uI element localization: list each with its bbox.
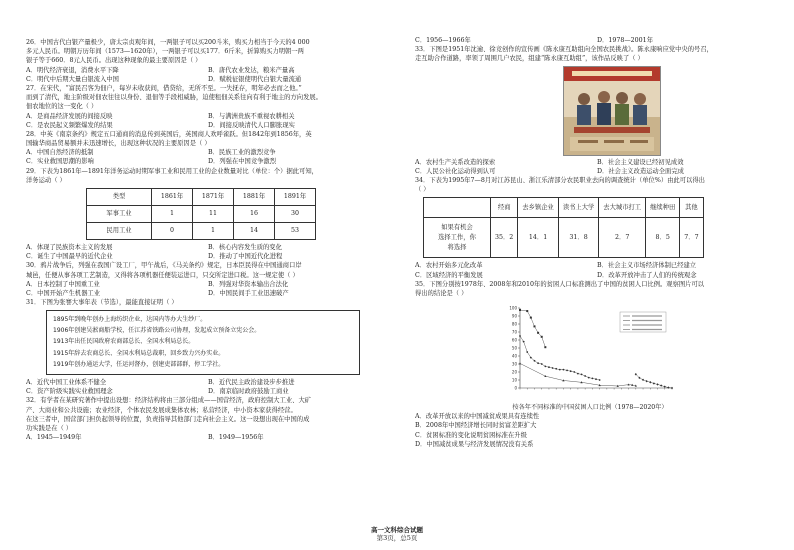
- question-32: [26, 396, 376, 442]
- data-point: [526, 310, 528, 312]
- q29-option-d[interactable]: D．推动了中国近代化进程: [208, 253, 283, 261]
- q32-options: [26, 433, 376, 442]
- data-point: [544, 346, 546, 348]
- y-tick-label: 50: [511, 345, 517, 351]
- q27-option-b[interactable]: B．与满洲贵族不重视农耕相关: [208, 112, 295, 120]
- data-point: [530, 317, 532, 319]
- q27-option-d[interactable]: D．间接反映清代人口膨胀现实: [208, 121, 295, 129]
- q32-option-a[interactable]: A．1945—1949年: [26, 434, 82, 442]
- q35-options: [415, 412, 765, 449]
- q33-stem-2: 走互助合作道路，率领了周围几户农民，组建“陈永康互助组”，该作品反映了（ ）: [415, 55, 644, 63]
- data-point: [548, 366, 550, 368]
- table-cell: 11: [193, 206, 234, 223]
- q33-options: [415, 158, 765, 176]
- q35-option-b[interactable]: B．2008年中国经济增长同时贫富差距扩大: [415, 422, 537, 430]
- data-point: [519, 335, 521, 337]
- q26-options: [26, 66, 376, 84]
- question-33: [415, 45, 765, 176]
- question-30: [26, 261, 376, 298]
- data-point: [588, 377, 590, 379]
- y-tick-label: 60: [511, 337, 517, 343]
- data-point: [534, 360, 536, 362]
- table-header-cell: 1891年: [275, 189, 316, 206]
- q34-options: [415, 261, 765, 279]
- table-header-row: [87, 189, 316, 206]
- data-point: [646, 380, 648, 382]
- propaganda-poster-image: [563, 66, 661, 156]
- q34-option-c[interactable]: C．区域经济的平衡发展: [415, 271, 483, 279]
- data-point: [563, 369, 565, 371]
- data-point: [537, 362, 539, 364]
- table-row-label: [424, 218, 491, 258]
- data-point: [584, 375, 586, 377]
- data-point: [664, 386, 666, 388]
- q35-stem-1: 35．下图分别按1978年、2008年和2010年的贫困人口标准测出了中国的贫困人口比例。观察图片可以: [415, 280, 705, 288]
- q30-stem-1: 30．鸦片战争后，列强在我国广设工厂，甲午战后，《马关条约》规定，日本臣民得在中国通商口岸: [26, 262, 302, 270]
- data-point: [653, 382, 655, 384]
- poverty-chart-svg: [500, 300, 680, 400]
- data-point: [537, 332, 539, 334]
- question-26: [26, 38, 376, 84]
- footer-page-number: 第3页，总5页: [376, 533, 418, 542]
- q33-stem-1: 33．下图是1951年沈逾、徐竞创作的宣传画《陈永康互助组向全国农民挑战》。陈永康响应党中央的号召，: [415, 46, 713, 54]
- table-header-cell: 其他: [680, 198, 703, 218]
- q31-option-c[interactable]: C．资产阶级实践实业救国理念: [26, 388, 113, 396]
- table-cell: 0: [152, 223, 193, 240]
- table-cell: 14．1: [518, 218, 558, 258]
- q26-option-b[interactable]: B．唐代农业发达，粮米产量高: [208, 66, 295, 74]
- data-point: [530, 357, 532, 359]
- question-35: [415, 280, 765, 449]
- q29-table: [86, 188, 316, 240]
- q28-option-a[interactable]: A．中国自然经济的抵制: [26, 149, 94, 157]
- table-cell: 军事工业: [87, 206, 152, 223]
- q30-option-a[interactable]: A．日本控制了中国重工业: [26, 280, 100, 288]
- data-point: [642, 379, 644, 381]
- table-cell: 35．2: [491, 218, 518, 258]
- table-header-cell: 1871年: [193, 189, 234, 206]
- q26-option-d[interactable]: D．赋税征银使明代白银大量流通: [208, 75, 302, 83]
- series-line-3: [636, 374, 672, 388]
- data-point: [559, 369, 561, 371]
- q33-option-b[interactable]: B．社会主义建设已经初见成效: [597, 158, 684, 166]
- data-point: [519, 309, 521, 311]
- q34-stem-1: 34．下表为1995年7—8月对江苏昆山、浙江乐清部分农民职业去向的调查统计（单位%）由此可以得出: [415, 176, 705, 184]
- table-cell: 1: [152, 206, 193, 223]
- timeline-entry: 1919年创办通运大学，任运河督办，创建吏部部群，停工学社。: [53, 360, 225, 368]
- row-label-line: 选择工作，你: [438, 233, 476, 241]
- q28-option-c[interactable]: C．实业救国思潮的影响: [26, 158, 94, 166]
- q35-option-c[interactable]: C．贫困标准的变化说明贫困标准在升级: [415, 431, 527, 439]
- q34-option-a[interactable]: A．农村开始多元化改革: [415, 262, 483, 270]
- q31-option-a[interactable]: A．近代中国工业体系不健全: [26, 379, 107, 387]
- question-31: [26, 298, 376, 396]
- table-cell: 53: [275, 223, 316, 240]
- table-row: [87, 223, 316, 240]
- data-point: [519, 362, 521, 364]
- q32-stem-4: 功实践是在（ ）: [26, 425, 73, 432]
- q29-option-b[interactable]: B．核心内容发生质的变化: [208, 244, 282, 251]
- data-point: [533, 325, 535, 327]
- timeline-entry: 1913年出任民国政府农商部总长、全国水利局总长。: [53, 338, 195, 346]
- q30-option-b[interactable]: B．列强对华资本输出合法化: [208, 280, 289, 288]
- q33-option-a[interactable]: A．农村生产关系改造的探索: [415, 158, 496, 166]
- q29-option-c[interactable]: C．诞生了中国最早的近代企业: [26, 253, 113, 261]
- table-cell: 民用工业: [87, 223, 152, 240]
- poverty-chart: [500, 300, 765, 403]
- data-point: [544, 366, 546, 368]
- q30-option-d[interactable]: D．中国民间手工业迅速破产: [208, 289, 289, 297]
- data-point: [566, 370, 568, 372]
- table-cell: 1: [193, 223, 234, 240]
- poster-illustration: [564, 67, 660, 155]
- table-cell: 2．7: [599, 218, 646, 258]
- q35-option-a[interactable]: A．改革开放以来的中国减贫成果具有连续性: [415, 413, 540, 421]
- series-line-2: [520, 364, 636, 387]
- y-tick-label: 70: [511, 329, 517, 335]
- y-tick-label: 100: [509, 305, 517, 311]
- q26-option-c[interactable]: C．明代中后期大量白银流入中国: [26, 75, 119, 83]
- table-row: [87, 206, 316, 223]
- q26-stem-1: 26．中国古代白银产量极少，唐太宗贞观年间，一两银子可以买200斗米，购买力相当于今天的4 000: [26, 39, 310, 46]
- data-point: [523, 341, 525, 343]
- timeline-entry: 1915年辞去农商总长、全国水利局总裁职，回乡致力兴办实业。: [53, 349, 225, 357]
- q34-option-b[interactable]: B．社会主义市场经济体制已经建立: [597, 262, 697, 270]
- table-header-cell: 继续种田: [646, 198, 680, 218]
- table-header-cell: [424, 198, 491, 218]
- data-point: [573, 371, 575, 373]
- table-header-cell: 去乡镇企业: [518, 198, 558, 218]
- q26-stem-3: 银子等于660．8元人民币。出现这种现象的最主要原因是（ ）: [26, 57, 202, 65]
- q28-stem-2: 国输华商品贸易额并未迅速增长，出现这种状况的主要原因是（ ）: [26, 140, 211, 148]
- left-column: [26, 38, 376, 442]
- data-point: [656, 383, 658, 385]
- page-footer: [0, 527, 794, 543]
- timeline-entry: 1895年到晚年创办上海纺织企业，达国内等办大生纱厂。: [53, 315, 207, 323]
- q28-option-b[interactable]: B．民族工业的激烈竞争: [208, 149, 276, 157]
- question-34: [415, 176, 765, 280]
- table-header-cell: 1861年: [152, 189, 193, 206]
- timeline-entry: 1906年创建吴淞商船学校，任江苏省铁路公司协理，发起成立预备立宪公会。: [53, 327, 261, 335]
- data-point: [591, 378, 593, 380]
- q28-stem-1: 28．中英《南京条约》规定五口通商的消息传到英国后，英国商人欢呼雀跃。但1842年到1856年，英: [26, 130, 312, 138]
- q26-option-a[interactable]: A．明代经济衰退，消费水平下降: [26, 66, 119, 74]
- data-point: [526, 351, 528, 353]
- data-point: [595, 378, 597, 380]
- data-point: [581, 374, 583, 376]
- q31-option-b[interactable]: B．近代民主政治建设步步推进: [208, 379, 295, 387]
- table-cell: 31．8: [558, 218, 598, 258]
- table-header-cell: 1881年: [234, 189, 275, 206]
- q32-option-d[interactable]: D．1978—2001年: [597, 37, 653, 44]
- q29-stem-1: 29．下表为1861年—1891年洋务运动时期军事工业和民用工业的企业数量对比（单位：个）据此可知，: [26, 167, 318, 175]
- data-point: [552, 367, 554, 369]
- data-point: [555, 368, 557, 370]
- table-cell: 16: [234, 206, 275, 223]
- table-header-cell: 经商: [491, 198, 518, 218]
- table-cell: 14: [234, 223, 275, 240]
- q32-stem-2: 产、大商业和公共设施；农业经济，个体农民发展成集体农林；私营经济，中小资本家获得经营。: [26, 406, 297, 414]
- q27-option-c[interactable]: C．是农民起义频繁爆发的结果: [26, 121, 113, 129]
- data-point: [660, 384, 662, 386]
- y-tick-label: 10: [511, 377, 517, 383]
- data-point: [541, 363, 543, 365]
- q33-option-d[interactable]: D．社会主义改造运动全面完成: [597, 167, 684, 175]
- q31-timeline-box: [46, 310, 360, 375]
- q27-stem-3: 佃农地位的这一变化（ ）: [26, 103, 98, 111]
- q29-stem-2: 洋务运动（ ）: [26, 176, 66, 184]
- row-label-line: 将选择: [447, 243, 467, 251]
- data-point: [667, 386, 669, 388]
- q35-stem-2: 得出的结论是（ ）: [415, 289, 468, 297]
- q27-option-a[interactable]: A．是商品经济发展的间接反映: [26, 112, 113, 120]
- q32-option-b[interactable]: B．1949—1956年: [208, 434, 264, 442]
- table-cell: 30: [275, 206, 316, 223]
- q35-option-d[interactable]: D．中国减贫成果与经济发展情况没有关系: [415, 440, 534, 448]
- q29-option-a[interactable]: A．体现了民族资本主义的发展: [26, 244, 113, 251]
- y-tick-label: 20: [511, 369, 517, 375]
- q29-options: [26, 243, 376, 261]
- question-27: [26, 84, 376, 130]
- y-tick-label: 40: [511, 353, 517, 359]
- row-label-line: 如果有机会: [441, 224, 473, 232]
- y-tick-label: 0: [514, 385, 517, 391]
- q32-stem-3: 在这三者中，国营部门担负起领导的位置，负责指导其他部门走向社会主义。这一设想出现在中国的成: [26, 415, 310, 423]
- y-tick-label: 30: [511, 361, 517, 367]
- q27-stem-2: 而到了清代，地主阶级对佃农往往以身份、退佃等手段相威胁，迫使租佃关系往向有利于地主的方向发展。: [26, 94, 322, 102]
- table-row: [424, 218, 704, 258]
- q31-stem-1: 31．下图为张謇大事年表（节选），最能直接证明（ ）: [26, 299, 178, 307]
- footer-title: 高一文科综合试题: [371, 526, 423, 534]
- data-point: [577, 373, 579, 375]
- data-point: [649, 381, 651, 383]
- q26-stem-2: 多元人民币。明朝万历年间（1573—1620年），一两银子可以买177．6斤米，折算购买力明朝一两: [26, 48, 304, 56]
- table-header-cell: 读书上大学: [558, 198, 598, 218]
- data-point: [671, 387, 673, 389]
- table-cell: 7．7: [680, 218, 703, 258]
- q30-option-c[interactable]: C．中国开始产生机器工业: [26, 289, 101, 297]
- q30-stem-2: 城邑，任便从事各项工艺制造，又得将各项机器任便装运进口，只交所定进口税。这一规定使（ ）: [26, 271, 299, 279]
- q33-option-c[interactable]: C．人民公社化运动得到认可: [415, 167, 496, 175]
- q28-option-d[interactable]: D．列强在中国竞争激烈: [208, 158, 277, 166]
- q32-option-c[interactable]: C．1956—1966年: [415, 37, 471, 44]
- q30-options: [26, 280, 376, 298]
- question-29: [26, 167, 376, 262]
- q34-stem-2: （ ）: [415, 186, 430, 194]
- data-point: [599, 379, 601, 381]
- q34-option-d[interactable]: D．改革开放冲击了人们的传统观念: [597, 271, 697, 279]
- series-line-1: [520, 336, 600, 380]
- table-header-cell: 去大城市打工: [599, 198, 646, 218]
- q31-options: [26, 378, 376, 396]
- table-header-cell: 类型: [87, 189, 152, 206]
- question-28: [26, 130, 376, 167]
- data-point: [541, 336, 543, 338]
- q32-options-continued: [415, 36, 765, 45]
- q34-table: [423, 197, 704, 258]
- data-point: [570, 370, 572, 372]
- q28-options: [26, 148, 376, 166]
- chart-caption: 按各年不同标准的中国贫困人口比例（1978—2020年）: [512, 404, 668, 412]
- y-tick-label: 90: [511, 313, 517, 319]
- q27-options: [26, 112, 376, 130]
- table-header-row: [424, 198, 704, 218]
- q32-stem-1: 32．有学者在某研究著作中提出设想：经济结构将由三部分组成——国营经济，政府控制大工业、大矿: [26, 397, 312, 405]
- y-tick-label: 80: [511, 321, 517, 327]
- q31-option-d[interactable]: D．南京临时政府鼓励工商业: [208, 388, 289, 396]
- right-column: [415, 38, 765, 449]
- table-cell: 8．5: [646, 218, 680, 258]
- q27-stem-1: 27．在宋代，“富民召客为佃户，每岁未收获间，借贷给，无所不至。一失抚存，明年必去而之他。”: [26, 84, 302, 92]
